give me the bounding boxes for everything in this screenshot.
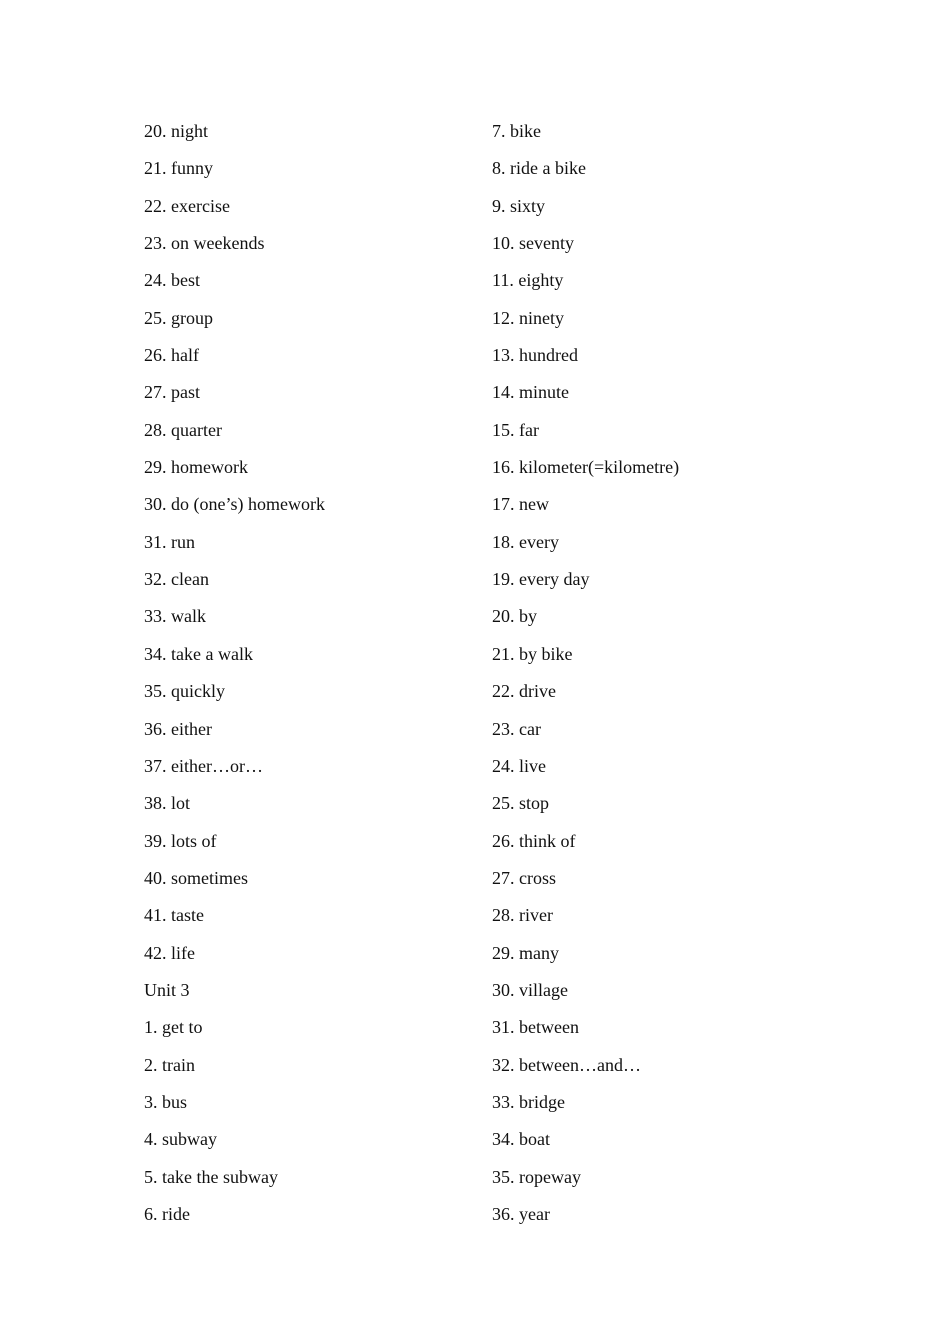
vocabulary-entry: 22. exercise	[144, 195, 230, 216]
vocabulary-entry: 19. every day	[492, 569, 590, 590]
vocabulary-entry: 26. think of	[492, 830, 576, 851]
vocabulary-entry: 24. live	[492, 755, 546, 776]
vocabulary-entry: 29. many	[492, 942, 559, 963]
vocabulary-entry: 28. quarter	[144, 419, 222, 440]
vocabulary-entry: 1. get to	[144, 1017, 203, 1038]
vocabulary-entry: 17. new	[492, 494, 549, 515]
vocabulary-entry: 23. on weekends	[144, 233, 265, 254]
vocabulary-entry: 9. sixty	[492, 195, 546, 216]
vocabulary-column-left	[144, 113, 325, 1233]
vocabulary-entry: 34. boat	[492, 1129, 550, 1150]
vocabulary-entry: 4. subway	[144, 1129, 217, 1150]
vocabulary-entry: 25. group	[144, 307, 213, 328]
vocabulary-entry: 40. sometimes	[144, 867, 248, 888]
vocabulary-entry: 18. every	[492, 531, 559, 552]
vocabulary-entry: 24. best	[144, 270, 200, 291]
vocabulary-entry: 7. bike	[492, 121, 541, 141]
vocabulary-entry: 38. lot	[144, 793, 191, 814]
vocabulary-entry: 32. clean	[144, 569, 209, 590]
vocabulary-entry: 26. half	[144, 345, 199, 366]
vocabulary-entry: 10. seventy	[492, 233, 574, 254]
vocabulary-entry: 6. ride	[144, 1203, 190, 1224]
vocabulary-entry: 27. past	[144, 382, 200, 403]
vocabulary-entry: 21. by bike	[492, 643, 573, 664]
vocabulary-entry: 31. run	[144, 531, 195, 552]
vocabulary-entry: 11. eighty	[492, 270, 564, 291]
vocabulary-entry: 36. either	[144, 718, 212, 739]
vocabulary-entry: 12. ninety	[492, 307, 564, 328]
vocabulary-entry: 16. kilometer(=kilometre)	[492, 457, 680, 478]
vocabulary-entry: 35. quickly	[144, 681, 225, 702]
vocabulary-column-right	[492, 113, 679, 1233]
vocabulary-entry: 29. homework	[144, 457, 248, 478]
vocabulary-entry: 2. train	[144, 1054, 195, 1075]
vocabulary-entry: 20. by	[492, 606, 537, 627]
vocabulary-entry: 32. between…and…	[492, 1054, 641, 1075]
vocabulary-entry: 25. stop	[492, 793, 550, 814]
vocabulary-entry: 42. life	[144, 942, 195, 963]
vocabulary-entry: 28. river	[492, 905, 553, 926]
vocabulary-entry: 21. funny	[144, 158, 213, 179]
vocabulary-entry: 41. taste	[144, 905, 204, 926]
vocabulary-entry: 30. do (one’s) homework	[144, 494, 325, 515]
vocabulary-entry: 22. drive	[492, 681, 556, 702]
vocabulary-entry: 14. minute	[492, 382, 569, 403]
vocabulary-entry: Unit 3	[144, 979, 190, 1000]
vocabulary-entry: 13. hundred	[492, 345, 578, 366]
vocabulary-entry: 33. bridge	[492, 1091, 565, 1112]
vocabulary-entry: 36. year	[492, 1203, 550, 1224]
vocabulary-entry: 20. night	[144, 121, 209, 141]
vocabulary-entry: 30. village	[492, 979, 568, 1000]
vocabulary-entry: 3. bus	[144, 1091, 188, 1112]
vocabulary-entry: 34. take a walk	[144, 643, 253, 664]
vocabulary-entry: 39. lots of	[144, 830, 217, 851]
vocabulary-entry: 15. far	[492, 419, 539, 440]
vocabulary-entry: 8. ride a bike	[492, 158, 586, 179]
vocabulary-entry: 31. between	[492, 1017, 579, 1038]
vocabulary-entry: 23. car	[492, 718, 541, 739]
vocabulary-entry: 37. either…or…	[144, 755, 263, 776]
vocabulary-entry: 5. take the subway	[144, 1166, 278, 1187]
vocabulary-entry: 35. ropeway	[492, 1166, 581, 1187]
vocabulary-entry: 33. walk	[144, 606, 206, 627]
vocabulary-entry: 27. cross	[492, 867, 556, 888]
